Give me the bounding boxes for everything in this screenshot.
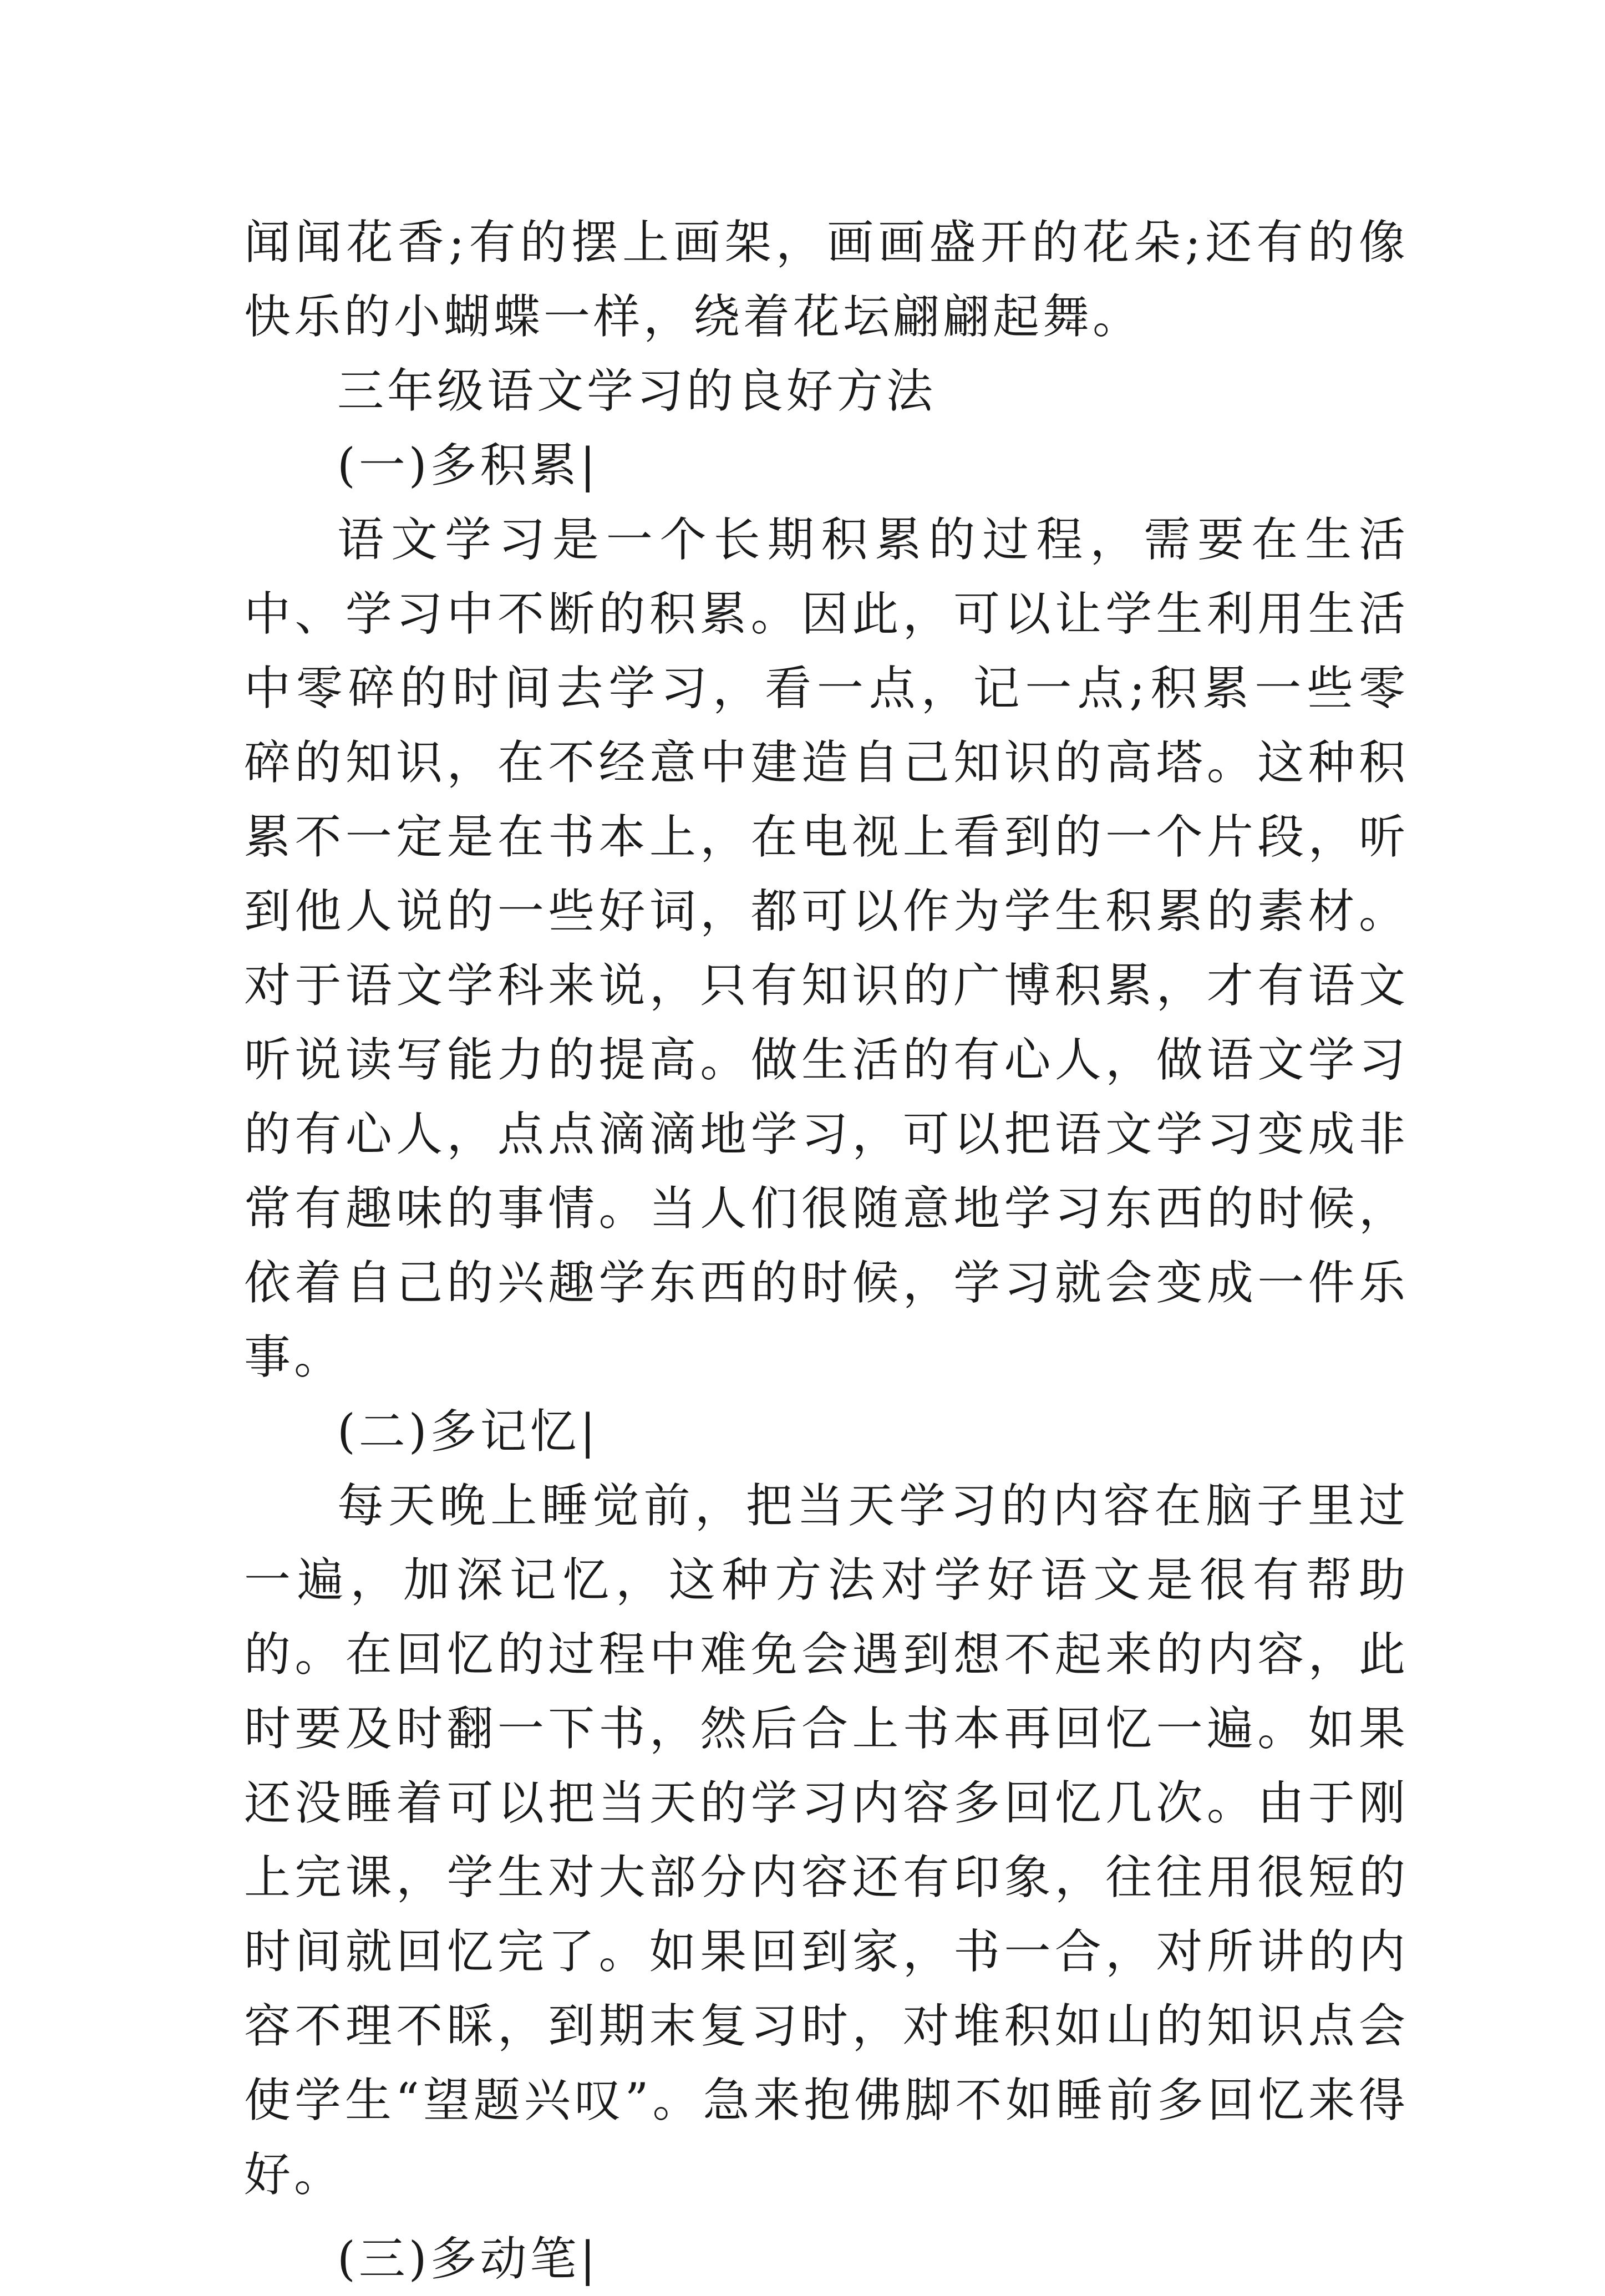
subheading-write: (三)多动笔| — [337, 2232, 599, 2286]
paragraph-continued: 闻闻花香;有的摆上画架，画画盛开的花朵;还有的像快乐的小蝴蝶一样，绕着花坛翩翩起舞。 — [244, 215, 1409, 344]
section-title: 三年级语文学习的良好方法 — [337, 364, 937, 418]
subheading-memorize: (二)多记忆| — [337, 1404, 599, 1459]
subheading-accumulate: (一)多积累| — [337, 438, 599, 492]
paragraph-accumulate: 语文学习是一个长期积累的过程，需要在生活中、学习中不断的积累。因此，可以让学生利用生活中零碎的时间去学习，看一点，记一点;积累一些零碎的知识，在不经意中建造自己知识的高塔。这种积累不一定是在书本上，在电视上看到的一个片段，听到他人说的一些好词，都可以作为学生积累的素材。对于语文学科来说，只有知识的广博积累，才有语文听说读写能力的提高。做生活的有心人，做语文学习的有心人，点点滴滴地学习，可以把语文学习变成非常有趣味的事情。当人们很随意地学习东西的时候，依着自己的兴趣学东西的时候，学习就会变成一件乐事。 — [244, 512, 1409, 1384]
paragraph-memorize: 每天晚上睡觉前，把当天学习的内容在脑子里过一遍，加深记忆，这种方法对学好语文是很有帮助的。在回忆的过程中难免会遇到想不起来的内容，此时要及时翻一下书，然后合上书本再回忆一遍。如果还没睡着可以把当天的学习内容多回忆几次。由于刚上完课，学生对大部分内容还有印象，往往用很短的时间就回忆完了。如果回到家，书一合，对所讲的内容不理不睬，到期末复习时，对堆积如山的知识点会使学生“望题兴叹”。急来抱佛脚不如睡前多回忆来得好。 — [244, 1479, 1409, 2202]
document-body — [244, 205, 1409, 2296]
